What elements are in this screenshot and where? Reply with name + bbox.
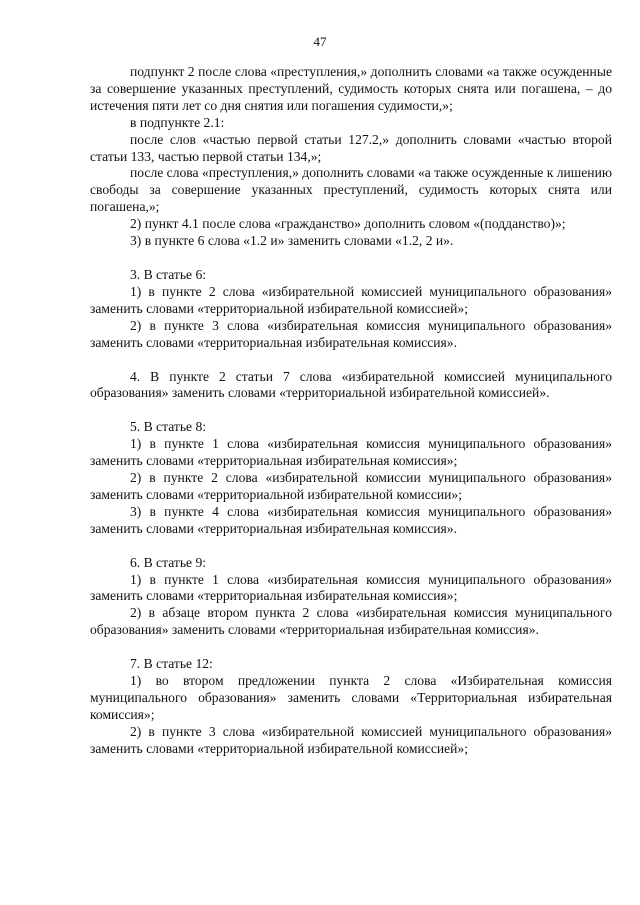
paragraph: 1) в пункте 1 слова «избирательная комиссия муниципального образования» заменить словами «территориальная избирательная комиссия»; [90,571,612,604]
paragraph-spacer [90,538,612,555]
paragraph: 7. В статье 12: [130,656,213,672]
paragraph-spacer [90,639,612,656]
paragraph-spacer [90,250,612,267]
paragraph: 3) в пункте 4 слова «избирательная комиссия муниципального образования» заменить словами «территориальная избирательная комиссия». [90,503,612,536]
paragraph: 3) в пункте 6 слова «1.2 и» заменить словами «1.2, 2 и». [130,233,454,249]
paragraph: 2) в пункте 3 слова «избирательной комиссией муниципального образования» заменить словами «территориальной избирательной комиссией»; [90,723,612,756]
paragraph: 6. В статье 9: [130,554,207,570]
paragraph: 1) в пункте 1 слова «избирательная комиссия муниципального образования» заменить словами «территориальная избирательная комиссия»; [90,436,612,469]
document-body [90,64,612,758]
paragraph: 3. В статье 6: [130,266,207,282]
paragraph: после слова «преступления,» дополнить словами «а также осужденные к лишению свободы за совершение указанных преступлений, судимость которых снята или погашена,»; [90,165,612,215]
paragraph: после слов «частью первой статьи 127.2,» дополнить словами «частью второй статьи 133, частью первой статьи 134,»; [90,131,612,164]
paragraph: 4. В пункте 2 статьи 7 слова «избирательной комиссией муниципального образования» заменить словами «территориальной избирательной комиссией». [90,368,612,401]
paragraph: 1) в пункте 2 слова «избирательной комиссией муниципального образования» заменить словами «территориальной избирательной комиссией»; [90,283,612,316]
page-number: 47 [313,34,327,49]
paragraph: 1) во втором предложении пункта 2 слова «Избирательная комиссия муниципального образования» заменить словами «Территориальная избирательная комиссия»; [90,673,612,722]
paragraph: в подпункте 2.1: [130,114,225,130]
paragraph-spacer [90,402,612,419]
paragraph: подпункт 2 после слова «преступления,» дополнить словами «а также осужденные за совершение указанных преступлений, судимость которых снята или погашена, – до истечения пяти лет со дня снятия или погашения судимости,»; [90,64,612,113]
paragraph: 2) в абзаце втором пункта 2 слова «избирательная комиссия муниципального образования» заменить словами «территориальная избирательная комиссия». [90,605,612,638]
paragraph: 2) в пункте 2 слова «избирательной комиссии муниципального образования» заменить словами «территориальной избирательной комиссии»; [90,470,612,502]
paragraph: 5. В статье 8: [130,419,207,435]
paragraph-spacer [90,352,612,369]
paragraph: 2) в пункте 3 слова «избирательная комиссия муниципального образования» заменить словами «территориальная избирательная комиссия». [90,317,612,350]
paragraph: 2) пункт 4.1 после слова «гражданство» дополнить словом «(подданство)»; [130,216,566,232]
